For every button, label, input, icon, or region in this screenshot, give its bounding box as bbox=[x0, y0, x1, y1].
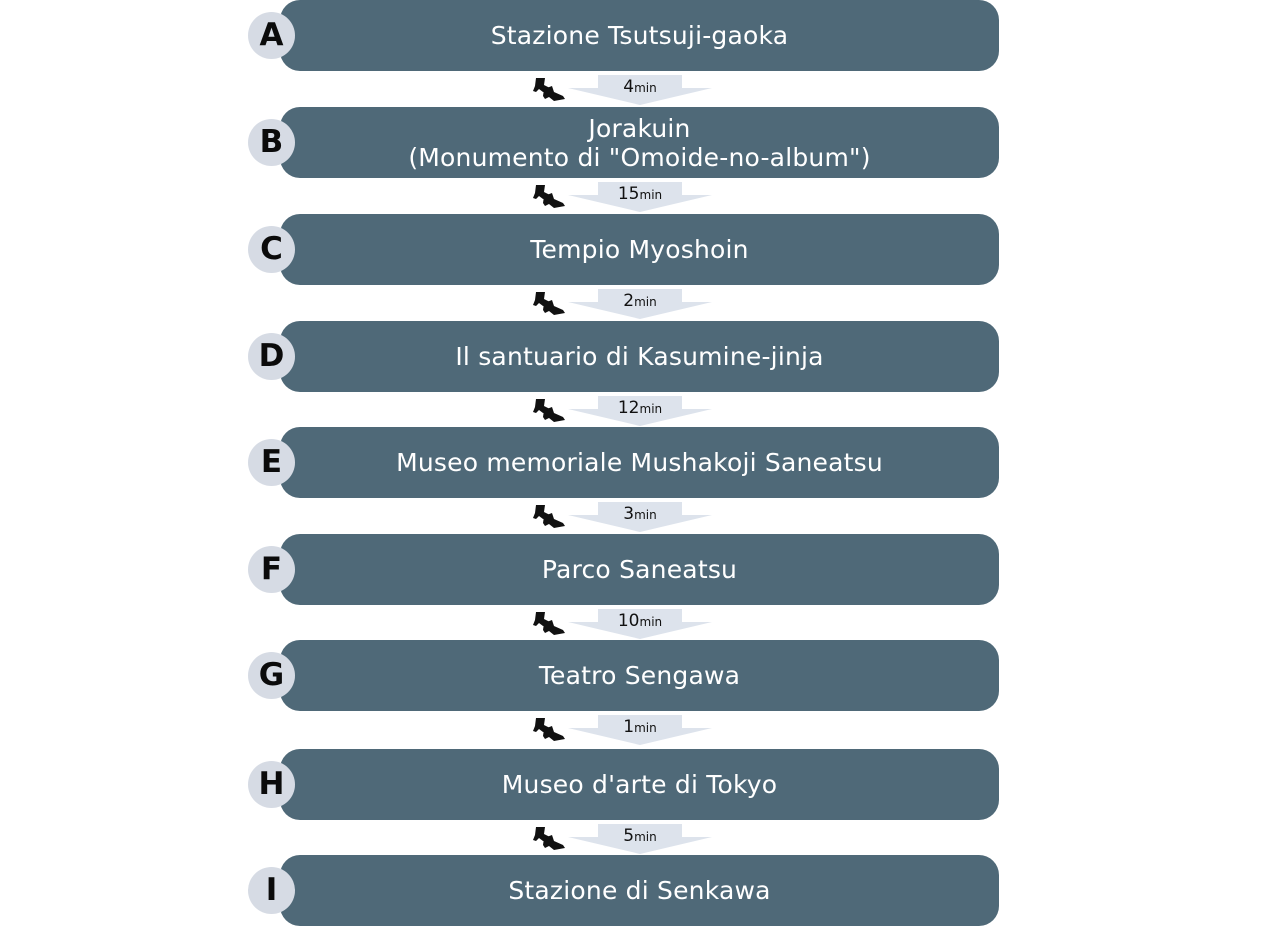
stop-name-bar bbox=[280, 534, 999, 605]
walking-time-minutes: 15 bbox=[617, 184, 640, 204]
walking-shoes-icon bbox=[530, 717, 566, 742]
stop-name-bar bbox=[280, 321, 999, 392]
stop-name-bar bbox=[280, 640, 999, 711]
walking-time-label bbox=[568, 399, 712, 418]
walking-time-unit: min bbox=[639, 615, 663, 629]
walking-time-minutes: 5 bbox=[623, 826, 635, 846]
stop-name-bar bbox=[280, 0, 999, 71]
walking-time-label bbox=[568, 505, 712, 524]
walking-time-minutes: 12 bbox=[617, 398, 640, 418]
walking-leg bbox=[530, 715, 720, 745]
walking-time-label bbox=[568, 718, 712, 737]
walking-time-minutes: 1 bbox=[623, 717, 635, 737]
walking-time-label bbox=[568, 827, 712, 846]
route-stop bbox=[248, 0, 999, 71]
stop-name-line: Teatro Sengawa bbox=[538, 661, 741, 690]
route-stop bbox=[248, 749, 999, 820]
walking-shoes-icon bbox=[530, 398, 566, 423]
walking-time-unit: min bbox=[634, 81, 657, 95]
stop-name-line: Parco Saneatsu bbox=[541, 555, 738, 584]
walking-time-unit: min bbox=[639, 188, 663, 202]
route-stop bbox=[248, 107, 999, 178]
walking-leg bbox=[530, 182, 720, 212]
stop-letter-badge: D bbox=[248, 333, 295, 380]
walking-time-unit: min bbox=[639, 402, 663, 416]
stop-name-line: Museo memoriale Mushakoji Saneatsu bbox=[396, 448, 883, 477]
stop-letter-badge: A bbox=[248, 12, 295, 59]
walking-shoes-icon bbox=[530, 826, 566, 851]
walking-time-minutes: 10 bbox=[617, 611, 640, 631]
stop-name-line: Stazione di Senkawa bbox=[508, 876, 771, 905]
walking-time-unit: min bbox=[634, 295, 657, 309]
stop-name-bar bbox=[280, 107, 999, 178]
route-stop bbox=[248, 640, 999, 711]
walking-time-unit: min bbox=[634, 508, 657, 522]
walking-time-unit: min bbox=[634, 830, 657, 844]
stop-name-line: Stazione Tsutsuji-gaoka bbox=[490, 21, 789, 50]
stop-name-bar bbox=[280, 855, 999, 926]
stop-letter-badge: B bbox=[248, 119, 295, 166]
walking-leg bbox=[530, 502, 720, 532]
stop-name-bar bbox=[280, 749, 999, 820]
route-stop bbox=[248, 321, 999, 392]
walking-leg bbox=[530, 396, 720, 426]
walking-leg bbox=[530, 609, 720, 639]
walking-time-label bbox=[568, 612, 712, 631]
stop-name-line: Museo d'arte di Tokyo bbox=[501, 770, 778, 799]
walking-shoes-icon bbox=[530, 77, 566, 102]
walking-leg bbox=[530, 289, 720, 319]
walking-leg bbox=[530, 75, 720, 105]
walking-time-minutes: 2 bbox=[623, 291, 635, 311]
stop-letter-badge: E bbox=[248, 439, 295, 486]
stop-letter-badge: F bbox=[248, 546, 295, 593]
stop-letter-badge: G bbox=[248, 652, 295, 699]
walking-shoes-icon bbox=[530, 291, 566, 316]
route-stop bbox=[248, 534, 999, 605]
walking-shoes-icon bbox=[530, 611, 566, 636]
walking-time-label bbox=[568, 292, 712, 311]
stop-name-line: Jorakuin bbox=[588, 113, 691, 143]
walking-leg bbox=[530, 824, 720, 854]
walking-time-label bbox=[568, 185, 712, 204]
walking-time-minutes: 3 bbox=[623, 504, 635, 524]
stop-letter-badge: H bbox=[248, 761, 295, 808]
route-stop bbox=[248, 427, 999, 498]
walking-shoes-icon bbox=[530, 184, 566, 209]
walking-time-label bbox=[568, 78, 712, 97]
walking-time-unit: min bbox=[634, 721, 657, 735]
stop-letter-badge: I bbox=[248, 867, 295, 914]
route-stop bbox=[248, 855, 999, 926]
stop-name-line: (Monumento di "Omoide-no-album") bbox=[408, 142, 871, 172]
stop-name-bar bbox=[280, 214, 999, 285]
route-stop bbox=[248, 214, 999, 285]
stop-name-bar bbox=[280, 427, 999, 498]
stop-name-line: Tempio Myoshoin bbox=[530, 235, 749, 264]
stop-name-line: Il santuario di Kasumine-jinja bbox=[455, 342, 824, 371]
stop-letter-badge: C bbox=[248, 226, 295, 273]
walking-time-minutes: 4 bbox=[623, 77, 635, 97]
walking-shoes-icon bbox=[530, 504, 566, 529]
